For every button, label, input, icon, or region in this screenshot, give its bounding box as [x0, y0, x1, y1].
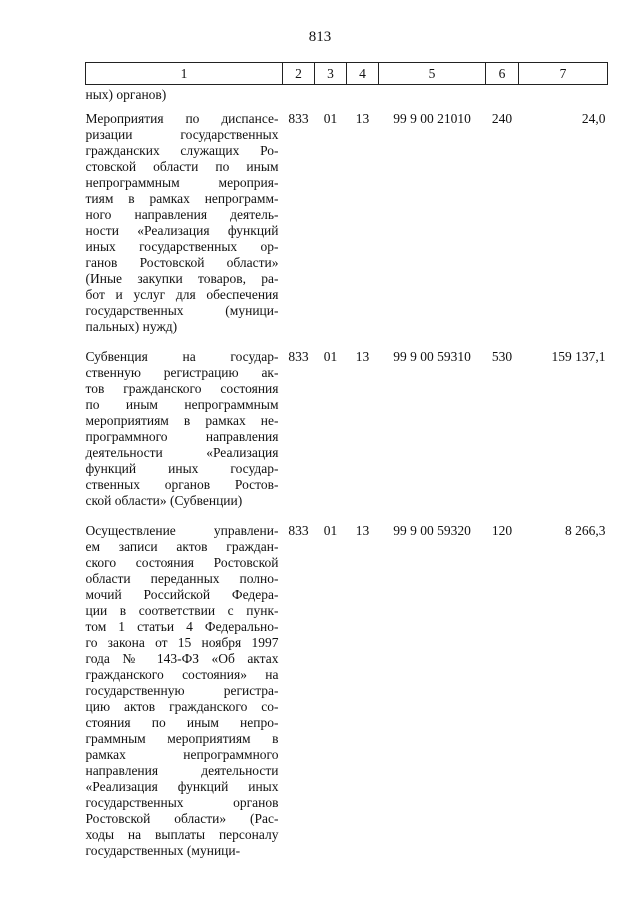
description-line: года № 143-ФЗ «Об актах	[85, 651, 279, 666]
header-col-7: 7	[519, 63, 608, 85]
description-line: ственных органов Ростов-	[85, 477, 279, 492]
description-line: пальных) нужд)	[85, 319, 178, 334]
description-line: рамках непрограммного	[85, 747, 279, 762]
cell-amount: 159 137,1	[551, 349, 606, 364]
description-line: (Иные закупки товаров, ра-	[85, 271, 279, 286]
description-line: ходы на выплаты персоналу	[85, 827, 279, 842]
cell-target-article: 99 9 00 59320	[393, 523, 471, 538]
description-line: Осуществление управлени-	[85, 523, 279, 538]
description-line: тиям в рамках непрограмм-	[85, 191, 279, 206]
description-line: ризации государственных	[85, 127, 279, 142]
description-line: цию актов гражданского со-	[85, 699, 279, 714]
description-line: «Реализация функций иных	[85, 779, 279, 794]
description-line: ции в соответствии с пунк-	[85, 603, 279, 618]
cell-admin-code: 833	[288, 523, 309, 538]
cell-target-article: 99 9 00 21010	[393, 111, 471, 126]
cell-section: 01	[323, 523, 338, 538]
budget-table	[85, 62, 608, 873]
description-line: ского состояния Ростовской	[85, 555, 279, 570]
cell-expense-type: 240	[491, 111, 513, 126]
description-line: стояния по иным непро-	[85, 715, 279, 730]
description-line: Ростовской области» (Рас-	[85, 811, 279, 826]
table-row	[86, 349, 608, 523]
page-number: 813	[308, 29, 332, 45]
cell-subsection: 13	[355, 349, 370, 364]
cell-amount: 24,0	[581, 111, 606, 126]
description-line: государственных (муници-	[85, 843, 241, 858]
description-line: гражданских служащих Ро-	[85, 143, 279, 158]
cell-amount: 8 266,3	[565, 523, 606, 538]
cell-subsection: 13	[355, 111, 370, 126]
description-line: бот и услуг для обеспечения	[85, 287, 279, 302]
description-line: программного направления	[85, 429, 279, 444]
cell-expense-type: 530	[491, 349, 513, 364]
row-description	[86, 523, 283, 873]
description-line: непрограммным мероприя-	[85, 175, 279, 190]
description-line: граммным мероприятиям в	[85, 731, 279, 746]
cell-admin-code: 833	[288, 349, 309, 364]
row-description	[86, 349, 283, 523]
description-line: том 1 статьи 4 Федерально-	[85, 619, 279, 634]
cell-section: 01	[323, 111, 338, 126]
cell-subsection: 13	[355, 523, 370, 538]
description-line: мочий Российской Федера-	[85, 587, 279, 602]
description-line: иных государственных ор-	[85, 239, 279, 254]
description-line: ности «Реализация функций	[85, 223, 279, 238]
description-line: направления деятельности	[85, 763, 279, 778]
header-col-1: 1	[86, 63, 283, 85]
header-col-3: 3	[315, 63, 347, 85]
description-line: го закона от 15 ноября 1997	[85, 635, 279, 650]
description-line: области переданных полно-	[85, 571, 279, 586]
cell-target-article: 99 9 00 59310	[393, 349, 471, 364]
description-line: деятельности «Реализация	[85, 445, 279, 460]
table-row	[86, 111, 608, 349]
description-line: Субвенция на государ-	[85, 349, 279, 364]
header-col-2: 2	[283, 63, 315, 85]
description-line: тов гражданского состояния	[85, 381, 279, 396]
description-line: ганов Ростовской области»	[85, 255, 279, 270]
description-line: государственных (муници-	[85, 303, 279, 318]
description-line: функций иных государ-	[85, 461, 279, 476]
continuation-text: ных) органов)	[85, 87, 167, 102]
description-line: ской области» (Субвенции)	[85, 493, 243, 508]
table-row	[86, 523, 608, 873]
description-line: стовской области по иным	[85, 159, 279, 174]
description-line: ем записи актов граждан-	[85, 539, 279, 554]
description-line: по иным непрограммным	[85, 397, 279, 412]
row-description	[86, 111, 283, 349]
cell-expense-type: 120	[491, 523, 513, 538]
description-line: мероприятиям в рамках не-	[85, 413, 279, 428]
header-col-6: 6	[486, 63, 519, 85]
description-line: ственную регистрацию ак-	[85, 365, 279, 380]
cell-section: 01	[323, 349, 338, 364]
description-line: государственных органов	[85, 795, 279, 810]
header-col-4: 4	[347, 63, 379, 85]
description-line: гражданского состояния» на	[85, 667, 279, 682]
cell-admin-code: 833	[288, 111, 309, 126]
description-line: Мероприятия по диспансе-	[85, 111, 279, 126]
continuation-row	[86, 85, 608, 112]
header-col-5: 5	[379, 63, 486, 85]
description-line: государственную регистра-	[85, 683, 279, 698]
header-row	[86, 63, 608, 85]
description-line: ного направления деятель-	[85, 207, 279, 222]
